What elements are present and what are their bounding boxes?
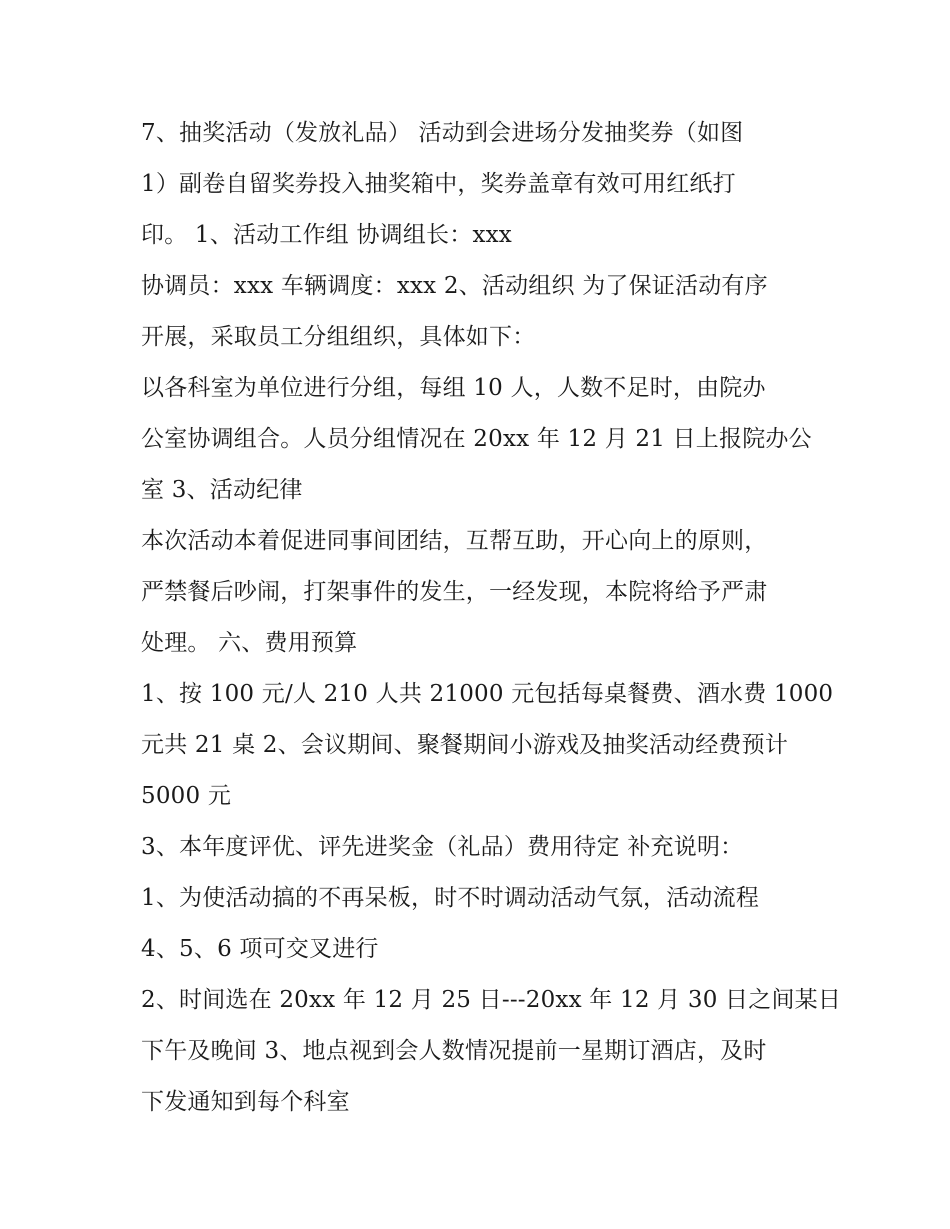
text-line: 协调员：xxx 车辆调度：xxx 2、活动组织 为了保证活动有序: [141, 273, 768, 299]
text-line: 室 3、活动纪律: [141, 477, 303, 503]
text-line: 1、为使活动搞的不再呆板，时不时调动活动气氛，活动流程: [141, 885, 760, 911]
text-line: 下发通知到每个科室: [141, 1089, 350, 1115]
text-line: 本次活动本着促进同事间团结，互帮互助，开心向上的原则，: [141, 528, 768, 554]
text-line: 公室协调组合。人员分组情况在 20xx 年 12 月 21 日上报院办公: [141, 426, 812, 452]
text-line: 2、时间选在 20xx 年 12 月 25 日---20xx 年 12 月 30 日之间某日: [141, 987, 842, 1013]
text-line: 1、按 100 元/人 210 人共 21000 元包括每桌餐费、酒水费 1000: [141, 681, 834, 707]
text-line: 元共 21 桌 2、会议期间、聚餐期间小游戏及抽奖活动经费预计: [141, 732, 789, 758]
text-line: 3、本年度评优、评先进奖金（礼品）费用待定 补充说明：: [141, 834, 744, 860]
document-body: [141, 108, 842, 1128]
text-line: 4、5、6 项可交叉进行: [141, 936, 379, 962]
text-line: 印。 1、活动工作组 协调组长：xxx: [141, 222, 512, 248]
text-line: 7、抽奖活动（发放礼品） 活动到会进场分发抽奖券（如图: [141, 120, 744, 146]
text-line: 开展，采取员工分组组织，具体如下：: [141, 324, 536, 350]
text-line: 5000 元: [141, 783, 232, 809]
text-line: 下午及晚间 3、地点视到会人数情况提前一星期订酒店，及时: [141, 1038, 767, 1064]
text-line: 处理。 六、费用预算: [141, 630, 358, 656]
text-line: 1）副卷自留奖券投入抽奖箱中，奖券盖章有效可用红纸打: [141, 171, 736, 197]
text-line: 以各科室为单位进行分组，每组 10 人，人数不足时，由院办: [141, 375, 766, 401]
text-line: 严禁餐后吵闹，打架事件的发生，一经发现，本院将给予严肃: [141, 579, 768, 605]
